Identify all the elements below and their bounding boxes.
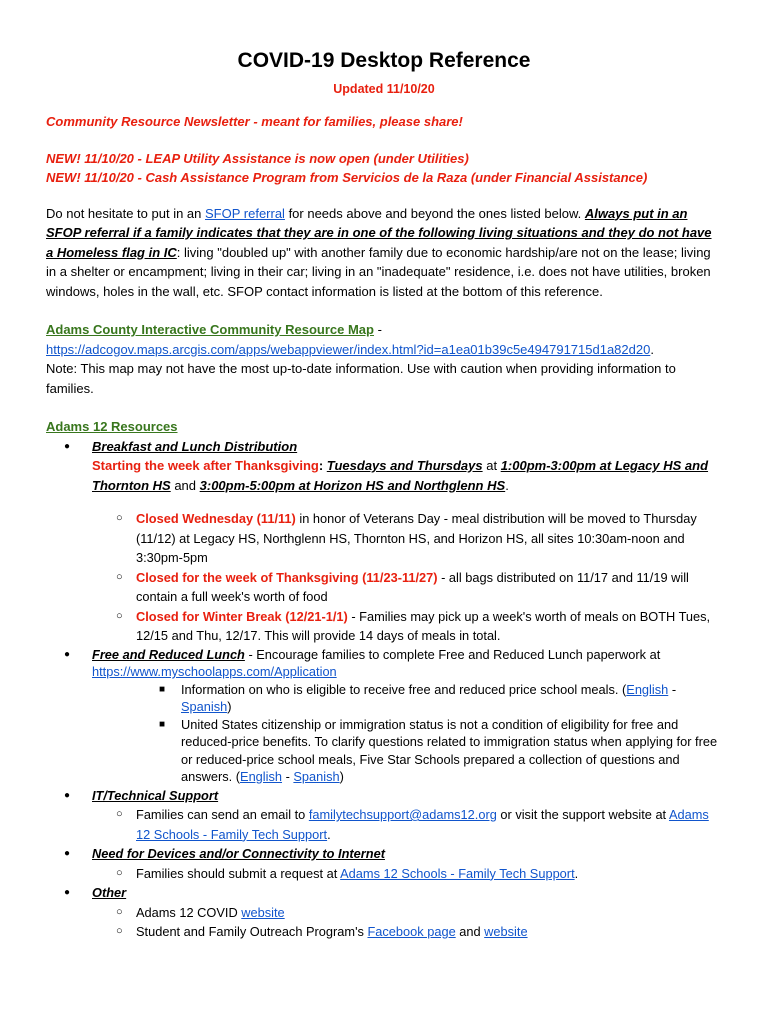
closure-text: - Families may pick up a week's worth of meals on BOTH Tues, 12/15 and Thu, 12/17. This will provide 14 days of meals in total. xyxy=(136,608,711,643)
devices-item xyxy=(64,844,722,864)
free-lunch-sub-item xyxy=(159,716,722,786)
it-end: . xyxy=(327,826,331,842)
breakfast-end: . xyxy=(505,477,509,493)
intro-text-2: for needs above and beyond the ones listed below. xyxy=(284,205,585,221)
closure-text: in honor of Veterans Day - meal distribution will be moved to Thursday (11/12) at Legacy HS, Northglenn HS, Thornton HS, and Horizon HS, all sites 10:30am-noon and 3:30pm-5pm xyxy=(136,511,697,565)
it-support-label: IT/Technical Support xyxy=(92,787,219,803)
family-tech-support-link[interactable]: Adams 12 Schools - Family Tech Support xyxy=(340,865,575,881)
close-paren: ) xyxy=(339,769,344,784)
family-tech-support-link[interactable]: Adams 12 Schools - Family Tech Support xyxy=(136,807,709,842)
map-section xyxy=(46,320,722,398)
circle-bullet-icon: ○ xyxy=(116,925,123,937)
free-lunch-label: Free and Reduced Lunch xyxy=(92,646,245,662)
map-note: Note: This map may not have the most up-to-date information. Use with caution when providing information to families. xyxy=(46,361,676,396)
closure-item xyxy=(116,607,722,646)
citizenship-text: United States citizenship or immigration status is not a condition of eligibility for free and reduced-price benefits. To clarify questions related to immigration status when applying for free or reduced-price school meals, Five Star Schools prepared a collection of questions and answers. ( xyxy=(181,716,718,784)
covid-website-text: Adams 12 COVID xyxy=(136,904,242,920)
other-item xyxy=(64,883,722,903)
map-heading-link[interactable]: Adams County Interactive Community Resource Map xyxy=(46,322,374,337)
other-sub-item xyxy=(116,903,722,923)
circle-bullet-icon: ○ xyxy=(116,866,123,879)
news-item-leap: NEW! 11/10/20 - LEAP Utility Assistance is now open (under Utilities) xyxy=(46,150,469,166)
closure-red: Closed for the week of Thanksgiving (11/23-11/27) xyxy=(136,569,438,585)
newsletter-note: Community Resource Newsletter - meant for families, please share! xyxy=(46,114,463,129)
map-dash: - xyxy=(373,322,382,337)
document-page xyxy=(46,46,722,942)
map-url-link[interactable]: https://adcogov.maps.arcgis.com/apps/webappviewer/index.html?id=a1ea01b39c5e494791715d1a82d20 xyxy=(46,341,651,357)
devices-text: Families should submit a request at xyxy=(136,865,341,881)
free-lunch-text: - Encourage families to complete Free and Reduced Lunch paperwork at xyxy=(244,646,661,662)
outreach-website-link[interactable]: website xyxy=(484,924,528,939)
breakfast-start: Starting the week after Thanksgiving xyxy=(92,458,319,473)
square-bullet-icon: ■ xyxy=(159,718,166,730)
it-text-2: or visit the support website at xyxy=(496,807,669,822)
facebook-page-link[interactable]: Facebook page xyxy=(367,924,456,939)
intro-paragraph xyxy=(46,204,722,302)
spanish-link[interactable]: Spanish xyxy=(293,769,340,784)
bullet-icon: ● xyxy=(64,440,71,452)
breakfast-and: and xyxy=(170,477,200,493)
link-dash: - xyxy=(668,681,677,697)
bullet-icon: ● xyxy=(64,648,71,660)
tech-support-email-link[interactable]: familytechsupport@adams12.org xyxy=(308,807,497,822)
devices-end: . xyxy=(574,865,579,881)
news-item-cash: NEW! 11/10/20 - Cash Assistance Program from Servicios de la Raza (under Financial Assistance) xyxy=(46,170,648,185)
updated-date: Updated 11/10/20 xyxy=(333,82,435,96)
outreach-and: and xyxy=(455,924,485,939)
spanish-link[interactable]: Spanish xyxy=(181,699,228,714)
map-dot: . xyxy=(650,341,654,357)
other-label: Other xyxy=(92,885,127,900)
myschoolapps-link[interactable]: https://www.myschoolapps.com/Application xyxy=(92,664,337,679)
outreach-text: Student and Family Outreach Program's xyxy=(136,924,368,939)
closure-red: Closed for Winter Break (12/21-1/1) xyxy=(136,608,348,624)
circle-bullet-icon: ○ xyxy=(116,570,123,583)
breakfast-at: at xyxy=(482,458,501,473)
eligibility-text: Information on who is eligible to receive free and reduced price school meals. ( xyxy=(181,681,627,697)
square-bullet-icon: ■ xyxy=(159,683,166,695)
it-support-sub-item xyxy=(116,805,722,844)
breakfast-days: Tuesdays and Thursdays xyxy=(326,458,483,473)
other-sub-item xyxy=(116,922,722,942)
closure-item xyxy=(116,509,722,568)
bullet-icon: ● xyxy=(64,789,71,801)
page-title: COVID-19 Desktop Reference xyxy=(237,49,531,72)
close-paren: ) xyxy=(227,699,232,714)
bullet-icon: ● xyxy=(64,848,71,859)
intro-text-1: Do not hesitate to put in an xyxy=(46,205,205,221)
english-link[interactable]: English xyxy=(240,769,283,784)
breakfast-label: Breakfast and Lunch Distribution xyxy=(92,438,298,454)
closure-text: - all bags distributed on 11/17 and 11/19 will contain a full week's worth of food xyxy=(136,569,689,604)
breakfast-colon: : xyxy=(318,458,327,473)
closure-red: Closed Wednesday (11/11) xyxy=(136,511,296,526)
intro-emphasis: Always put in an SFOP referral if a family indicates that they are in one of the following living situations and they do not have a Homeless flag in IC xyxy=(46,205,712,260)
free-lunch-item xyxy=(64,646,722,681)
it-support-item xyxy=(64,786,722,806)
circle-bullet-icon: ○ xyxy=(116,609,123,622)
adams12-heading[interactable]: Adams 12 Resources xyxy=(46,419,178,434)
circle-bullet-icon: ○ xyxy=(116,808,123,820)
english-link[interactable]: English xyxy=(626,681,669,697)
link-dash: - xyxy=(282,769,294,784)
breakfast-time2: 3:00pm-5:00pm at Horizon HS and Northglenn HS xyxy=(199,477,506,493)
devices-label: Need for Devices and/or Connectivity to Internet xyxy=(92,846,385,861)
breakfast-time1: 1:00pm-3:00pm at Legacy HS and Thornton HS xyxy=(92,458,709,493)
circle-bullet-icon: ○ xyxy=(116,905,123,918)
devices-sub-item xyxy=(116,864,722,884)
covid-website-link[interactable]: website xyxy=(241,904,285,920)
closure-item xyxy=(116,568,722,607)
breakfast-item xyxy=(64,437,722,496)
it-text-1: Families can send an email to xyxy=(136,807,309,822)
bullet-icon: ● xyxy=(64,887,71,898)
free-lunch-sub-item xyxy=(159,681,722,716)
sfop-referral-link[interactable]: SFOP referral xyxy=(205,205,285,221)
circle-bullet-icon: ○ xyxy=(116,512,123,524)
intro-text-3: : living "doubled up" with another family due to economic hardship/are not on the lease; living in a shelter or encampment; living in their car; living in an "inadequate" residence, i.e. does not have utilities, broken windows, holes in the wall, etc. SFOP contact information is listed at the bottom of this reference. xyxy=(46,244,711,299)
